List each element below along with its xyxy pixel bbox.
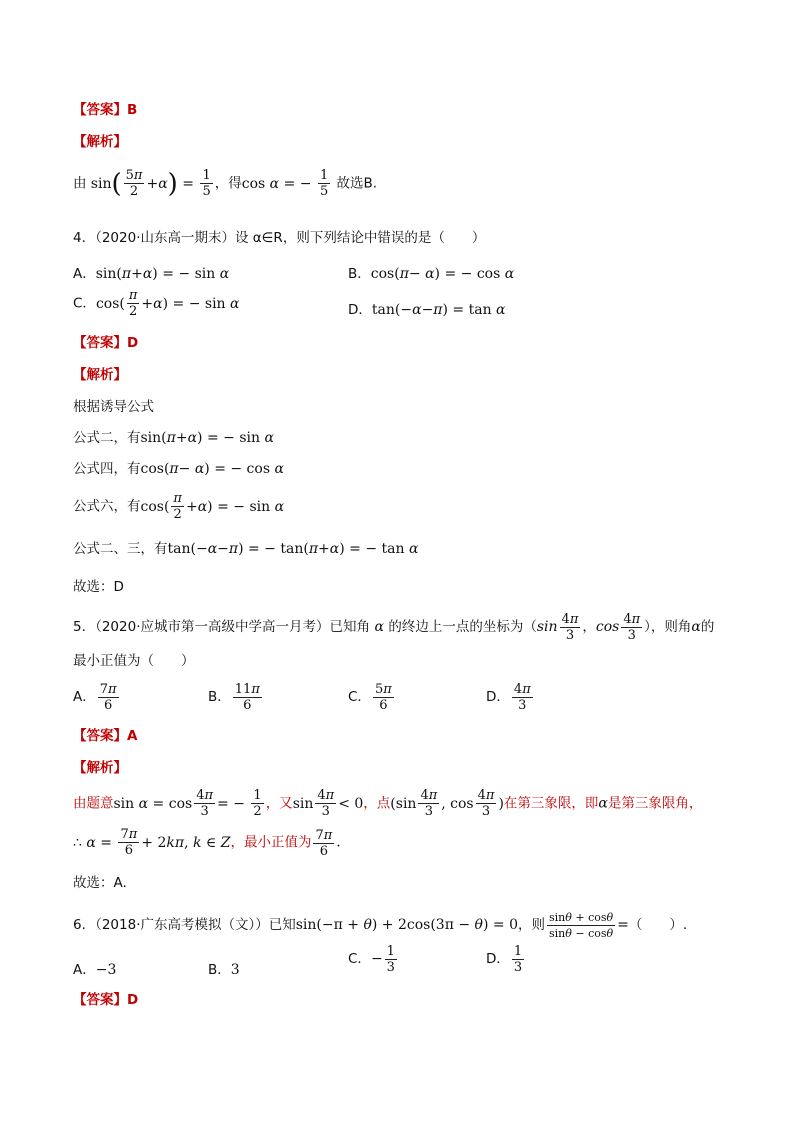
q4-option-a: A．sin(π+α) = − sin α: [73, 266, 230, 282]
q4-sol-formula23: 公式二、三，有tan(−α−π) = − tan(π+α) = − tan α: [73, 541, 419, 557]
q4-option-c: C．cos( $\frac{\pi}{2}$ +α) = − sin α: [73, 288, 240, 319]
q6-stem: 6．（2018·广东高考模拟（文））已知sin(−π + θ) + 2cos(3π − θ) = 0，则 $\frac{\sin\theta + \cos\theta}{\sin\theta - \cos\theta}$ =（ ）.: [73, 911, 688, 940]
q3-analysis-label: 【解析】: [73, 134, 127, 150]
q6-option-b: B．3: [208, 962, 240, 978]
q5-answer-line: 【答案】A: [73, 728, 138, 744]
q4-sol-formula2: 公式二，有sin(π+α) = − sin α: [73, 430, 274, 446]
q5-answer: A: [127, 728, 138, 744]
q4-answer: D: [127, 335, 139, 351]
q5-sol-line2: ∴ α = $\frac{7\pi}{6}$ + 2kπ, k ∈ Z，最小正值为 $\frac{7\pi}{6}$ .: [73, 827, 341, 859]
q4-conclusion: 故选：D: [73, 579, 124, 595]
q5-option-a: A． $\frac{7\pi}{6}$: [73, 682, 117, 713]
q3-answer-line: [73, 104, 137, 118]
q4-analysis-label: 【解析】: [73, 367, 127, 383]
q6-option-c: C．− $\frac{1}{3}$: [348, 944, 395, 975]
q5-conclusion: 故选：A.: [73, 875, 127, 891]
q6-option-a: A．−3: [73, 962, 117, 978]
q4-sol-line1: 根据诱导公式: [73, 399, 154, 415]
q5-sol-line1: 由题意sin α = cos $\frac{4\pi}{3}$ = − $\frac{1}{2}$ ，又sin $\frac{4\pi}{3}$ < 0，点(sin $\frac{4\pi}{3}$ , cos $\frac{4\pi}{3}$ )在第三象限，即α是第三象限角，: [73, 788, 703, 819]
q4-option-b: B．cos(π− α) = − cos α: [348, 266, 515, 282]
q3-solution: 由 sin( $\frac{5\pi}{2}$ +α) = $\frac{1}{5}$ ，得cos α = − $\frac{1}{5}$ 故选B.: [73, 168, 378, 199]
q6-answer-line: 【答案】D: [73, 992, 139, 1008]
q4-answer-line: 【答案】D: [73, 335, 139, 351]
q5-option-d: D． $\frac{4\pi}{3}$: [486, 682, 531, 713]
q6-answer: D: [127, 992, 139, 1008]
q4-sol-formula4: 公式四，有cos(π− α) = − cos α: [73, 461, 284, 477]
q5-option-b: B． $\frac{11\pi}{6}$: [208, 682, 260, 713]
q4-option-d: D．tan(−α−π) = tan α: [348, 302, 506, 318]
q6-option-d: D． $\frac{1}{3}$: [486, 944, 523, 975]
answer-label: 【答案】: [73, 102, 127, 118]
q5-option-c: C． $\frac{5\pi}{6}$: [348, 682, 392, 713]
q5-stem: 5．（2020·应城市第一高级中学高一月考）已知角 α 的终边上一点的坐标为（sin $\frac{4\pi}{3}$ ，cos $\frac{4\pi}{3}$ ），则角α的: [73, 612, 715, 643]
q5-stem-line2: 最小正值为（ ）: [73, 653, 195, 669]
q4-sol-formula6: 公式六，有cos( $\frac{\pi}{2}$ +α) = − sin α: [73, 491, 285, 522]
q3-answer: B: [127, 102, 138, 118]
q5-analysis-label: 【解析】: [73, 760, 127, 776]
q4-stem: 4．（2020·山东高一期末）设 α∈R，则下列结论中错误的是（ ）: [73, 230, 486, 246]
